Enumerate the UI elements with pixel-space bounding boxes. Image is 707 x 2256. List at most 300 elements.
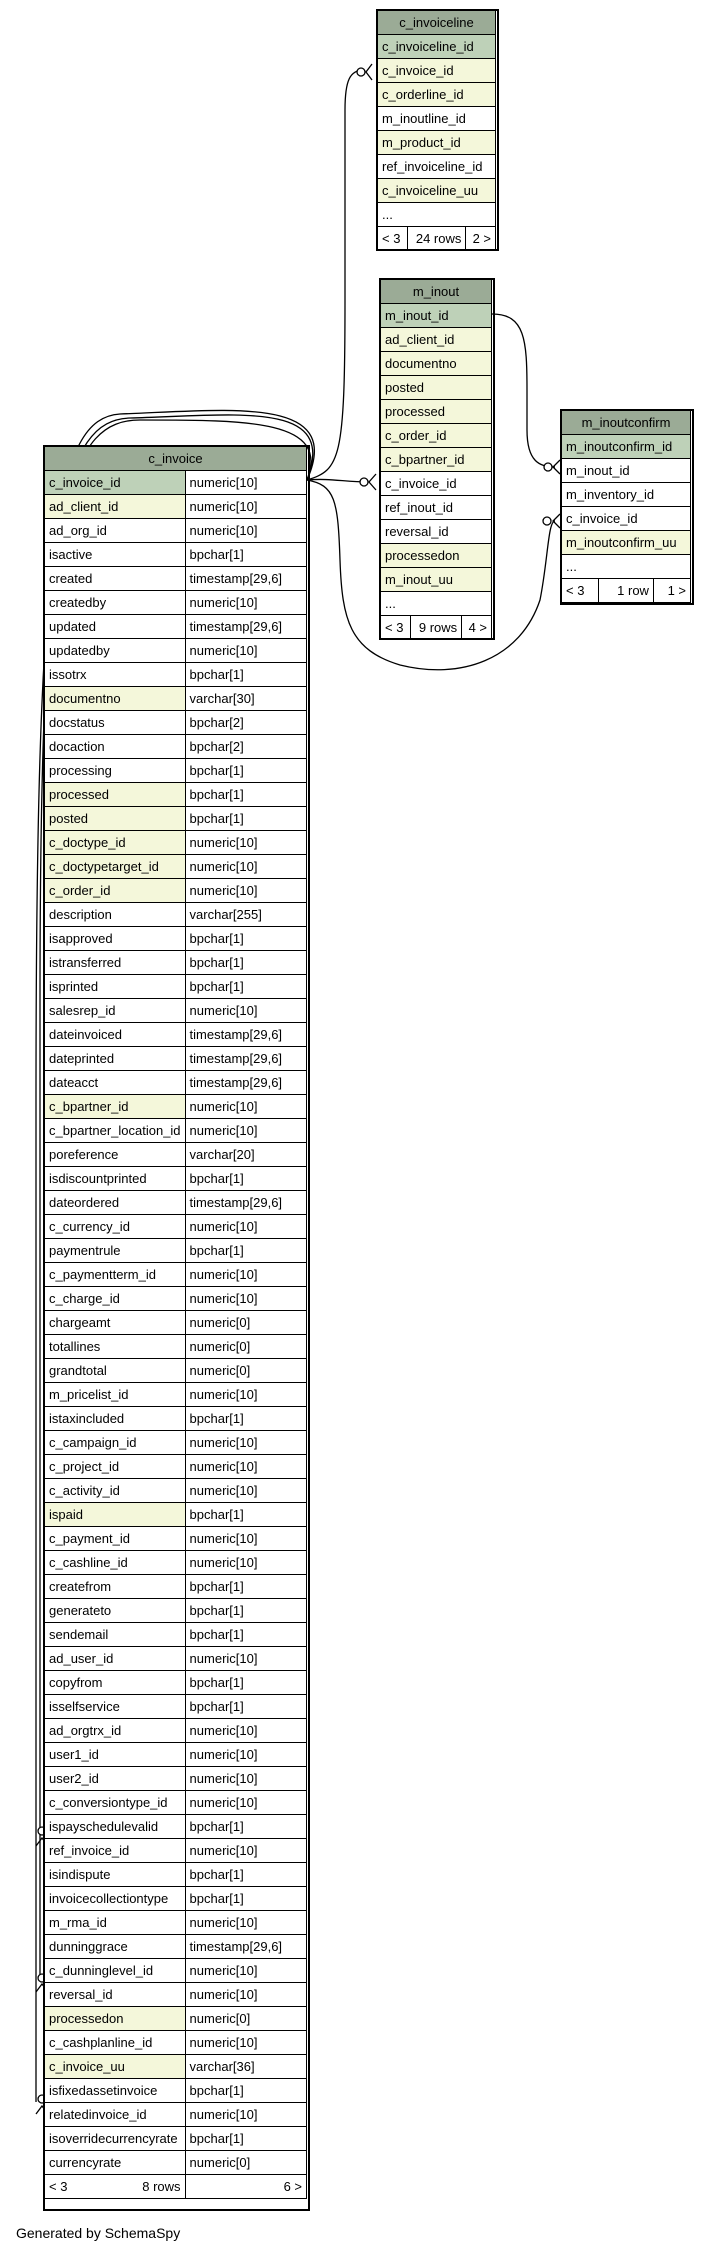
column-name: relatedinvoice_id: [45, 2103, 186, 2127]
edge-inout-invoice: [307, 479, 368, 482]
table-header: [378, 11, 496, 35]
table-title: m_inoutconfirm: [562, 411, 691, 435]
column-row: [381, 304, 492, 328]
column-type: numeric[10]: [185, 495, 306, 519]
column-type: bpchar[1]: [185, 951, 306, 975]
column-type: numeric[10]: [185, 591, 306, 615]
column-row: [45, 783, 307, 807]
footer-rows: 8 rows: [142, 2179, 181, 2194]
column-name: istaxincluded: [45, 1407, 186, 1431]
column-name: processing: [45, 759, 186, 783]
column-type: numeric[0]: [185, 2151, 306, 2175]
column-row: [45, 1311, 307, 1335]
column-row: [45, 1575, 307, 1599]
column-row: [378, 59, 496, 83]
footer-prev: < 3: [381, 616, 411, 640]
column-type: numeric[10]: [185, 1719, 306, 1743]
column-row: [45, 1959, 307, 1983]
column-name: totallines: [45, 1335, 186, 1359]
column-row: [45, 1527, 307, 1551]
column-row: [45, 1767, 307, 1791]
column-type: bpchar[1]: [185, 1815, 306, 1839]
column-row: [45, 1479, 307, 1503]
column-row: [378, 131, 496, 155]
column-row: [45, 2103, 307, 2127]
column-row: [45, 1071, 307, 1095]
column-row: [378, 203, 496, 227]
column-row: [45, 471, 307, 495]
column-type: numeric[10]: [185, 1455, 306, 1479]
column-name: processedon: [381, 544, 492, 568]
column-type: varchar[255]: [185, 903, 306, 927]
column-type: numeric[10]: [185, 1983, 306, 2007]
column-name: currencyrate: [45, 2151, 186, 2175]
column-name: m_pricelist_id: [45, 1383, 186, 1407]
column-row: [45, 1935, 307, 1959]
column-name: createfrom: [45, 1575, 186, 1599]
column-row: [45, 1815, 307, 1839]
column-row: [45, 1983, 307, 2007]
column-row: [45, 1407, 307, 1431]
column-row: [45, 1191, 307, 1215]
column-row: [45, 2079, 307, 2103]
column-row: [45, 735, 307, 759]
column-type: varchar[36]: [185, 2055, 306, 2079]
column-name: ispaid: [45, 1503, 186, 1527]
table-title: c_invoice: [45, 447, 307, 471]
column-row: [45, 615, 307, 639]
column-type: bpchar[1]: [185, 1695, 306, 1719]
column-name: c_dunninglevel_id: [45, 1959, 186, 1983]
column-name: c_payment_id: [45, 1527, 186, 1551]
column-type: timestamp[29,6]: [185, 1191, 306, 1215]
column-type: numeric[10]: [185, 2103, 306, 2127]
column-type: numeric[10]: [185, 639, 306, 663]
column-name: chargeamt: [45, 1311, 186, 1335]
table-c-invoiceline: [377, 10, 496, 251]
column-name: m_rma_id: [45, 1911, 186, 1935]
table-footer: [45, 2175, 307, 2199]
column-name: isindispute: [45, 1863, 186, 1887]
column-row: [45, 759, 307, 783]
column-type: numeric[0]: [185, 2007, 306, 2031]
column-type: numeric[10]: [185, 1791, 306, 1815]
column-type: bpchar[1]: [185, 2127, 306, 2151]
column-name: processed: [45, 783, 186, 807]
column-name: ref_inout_id: [381, 496, 492, 520]
column-row: [45, 1887, 307, 1911]
footer-next: 2 >: [466, 227, 496, 251]
column-name: createdby: [45, 591, 186, 615]
column-name: dateinvoiced: [45, 1023, 186, 1047]
column-type: numeric[10]: [185, 1839, 306, 1863]
column-row: [381, 544, 492, 568]
column-name: ad_client_id: [381, 328, 492, 352]
column-name: docaction: [45, 735, 186, 759]
column-name: ref_invoiceline_id: [378, 155, 496, 179]
column-row: [381, 592, 492, 616]
column-name: description: [45, 903, 186, 927]
column-name: posted: [381, 376, 492, 400]
column-type: numeric[10]: [185, 879, 306, 903]
column-type: numeric[10]: [185, 1551, 306, 1575]
column-type: bpchar[1]: [185, 1863, 306, 1887]
column-name: m_inventory_id: [562, 483, 691, 507]
column-name: m_inout_uu: [381, 568, 492, 592]
column-name: grandtotal: [45, 1359, 186, 1383]
column-type: numeric[10]: [185, 1095, 306, 1119]
column-row: [45, 2055, 307, 2079]
column-row: [45, 1047, 307, 1071]
column-name: user2_id: [45, 1767, 186, 1791]
column-type: timestamp[29,6]: [185, 1047, 306, 1071]
column-name: isselfservice: [45, 1695, 186, 1719]
column-type: bpchar[1]: [185, 1599, 306, 1623]
column-type: varchar[20]: [185, 1143, 306, 1167]
column-name: c_paymentterm_id: [45, 1263, 186, 1287]
column-row: [45, 2007, 307, 2031]
table-header: [45, 447, 307, 471]
column-name: c_invoice_id: [378, 59, 496, 83]
column-type: numeric[10]: [185, 1911, 306, 1935]
column-name: ad_orgtrx_id: [45, 1719, 186, 1743]
zero-marker: [357, 68, 365, 76]
column-row: [381, 568, 492, 592]
column-name: c_bpartner_location_id: [45, 1119, 186, 1143]
column-name: c_bpartner_id: [45, 1095, 186, 1119]
column-name: ...: [378, 203, 496, 227]
column-row: [381, 376, 492, 400]
column-name: c_project_id: [45, 1455, 186, 1479]
column-name: c_cashline_id: [45, 1551, 186, 1575]
column-name: posted: [45, 807, 186, 831]
column-row: [381, 472, 492, 496]
column-name: documentno: [45, 687, 186, 711]
column-row: [45, 1551, 307, 1575]
column-name: c_invoice_uu: [45, 2055, 186, 2079]
column-row: [45, 567, 307, 591]
column-name: ad_client_id: [45, 495, 186, 519]
column-type: numeric[10]: [185, 471, 306, 495]
column-row: [562, 555, 691, 579]
column-row: [45, 687, 307, 711]
column-type: bpchar[1]: [185, 663, 306, 687]
column-type: numeric[10]: [185, 1263, 306, 1287]
column-type: numeric[10]: [185, 1287, 306, 1311]
table-title: m_inout: [381, 280, 492, 304]
column-type: bpchar[1]: [185, 1239, 306, 1263]
table-footer: [562, 579, 691, 603]
column-type: varchar[30]: [185, 687, 306, 711]
footer-prev: [45, 2175, 186, 2199]
column-row: [45, 2151, 307, 2175]
column-row: [45, 903, 307, 927]
column-name: generateto: [45, 1599, 186, 1623]
column-type: timestamp[29,6]: [185, 615, 306, 639]
column-row: [378, 179, 496, 203]
footer-prev: < 3: [562, 579, 599, 603]
column-name: m_inoutconfirm_uu: [562, 531, 691, 555]
column-type: bpchar[1]: [185, 927, 306, 951]
column-name: isapproved: [45, 927, 186, 951]
column-row: [45, 1503, 307, 1527]
table-title: c_invoiceline: [378, 11, 496, 35]
column-row: [45, 1599, 307, 1623]
column-name: ref_invoice_id: [45, 1839, 186, 1863]
zero-marker: [360, 478, 368, 486]
column-row: [45, 1791, 307, 1815]
column-type: bpchar[1]: [185, 2079, 306, 2103]
column-name: issotrx: [45, 663, 186, 687]
column-type: bpchar[1]: [185, 1167, 306, 1191]
column-row: [378, 83, 496, 107]
column-row: [45, 1119, 307, 1143]
column-type: timestamp[29,6]: [185, 567, 306, 591]
column-name: c_order_id: [381, 424, 492, 448]
footer-prev-text: < 3: [49, 2179, 68, 2194]
column-row: [45, 1023, 307, 1047]
column-name: c_cashplanline_id: [45, 2031, 186, 2055]
column-row: [45, 519, 307, 543]
column-row: [381, 352, 492, 376]
column-type: timestamp[29,6]: [185, 1935, 306, 1959]
column-name: c_doctypetarget_id: [45, 855, 186, 879]
column-name: updated: [45, 615, 186, 639]
column-row: [45, 2127, 307, 2151]
column-name: c_order_id: [45, 879, 186, 903]
column-name: isprinted: [45, 975, 186, 999]
column-type: bpchar[1]: [185, 543, 306, 567]
column-row: [45, 639, 307, 663]
column-name: user1_id: [45, 1743, 186, 1767]
column-row: [381, 448, 492, 472]
column-name: dateacct: [45, 1071, 186, 1095]
column-row: [45, 1431, 307, 1455]
column-row: [381, 496, 492, 520]
column-type: numeric[0]: [185, 1359, 306, 1383]
edge-inoutconfirm-inout: [492, 314, 555, 467]
table-footer: [378, 227, 496, 251]
column-name: m_inout_id: [562, 459, 691, 483]
column-name: c_orderline_id: [378, 83, 496, 107]
column-type: bpchar[1]: [185, 783, 306, 807]
column-row: [45, 1911, 307, 1935]
column-name: sendemail: [45, 1623, 186, 1647]
column-type: numeric[10]: [185, 1767, 306, 1791]
column-name: dateprinted: [45, 1047, 186, 1071]
column-name: c_bpartner_id: [381, 448, 492, 472]
column-type: numeric[10]: [185, 519, 306, 543]
column-row: [45, 1863, 307, 1887]
column-row: [45, 1743, 307, 1767]
column-type: numeric[10]: [185, 855, 306, 879]
column-row: [562, 507, 691, 531]
column-name: docstatus: [45, 711, 186, 735]
column-row: [45, 1383, 307, 1407]
column-type: numeric[10]: [185, 1431, 306, 1455]
table-c-invoice: [44, 446, 307, 2199]
column-row: [381, 400, 492, 424]
column-name: c_doctype_id: [45, 831, 186, 855]
column-row: [45, 495, 307, 519]
column-row: [45, 975, 307, 999]
caption: Generated by SchemaSpy: [16, 2225, 181, 2241]
column-type: numeric[10]: [185, 831, 306, 855]
column-row: [45, 1263, 307, 1287]
footer-rows: 24 rows: [407, 227, 466, 251]
column-name: processed: [381, 400, 492, 424]
column-row: [45, 1335, 307, 1359]
column-name: c_currency_id: [45, 1215, 186, 1239]
column-row: [45, 951, 307, 975]
column-type: timestamp[29,6]: [185, 1023, 306, 1047]
column-name: isdiscountprinted: [45, 1167, 186, 1191]
column-type: bpchar[1]: [185, 1887, 306, 1911]
column-row: [45, 1647, 307, 1671]
column-name: isoverridecurrencyrate: [45, 2127, 186, 2151]
column-row: [562, 435, 691, 459]
column-row: [45, 1167, 307, 1191]
column-name: isactive: [45, 543, 186, 567]
column-name: c_invoiceline_uu: [378, 179, 496, 203]
table-m-inoutconfirm: [561, 410, 691, 603]
column-row: [45, 1095, 307, 1119]
column-type: numeric[10]: [185, 1743, 306, 1767]
column-name: reversal_id: [381, 520, 492, 544]
column-row: [378, 35, 496, 59]
column-name: m_inoutconfirm_id: [562, 435, 691, 459]
column-row: [45, 711, 307, 735]
column-row: [562, 459, 691, 483]
column-type: numeric[0]: [185, 1311, 306, 1335]
column-row: [45, 543, 307, 567]
column-name: reversal_id: [45, 1983, 186, 2007]
column-name: m_inoutline_id: [378, 107, 496, 131]
column-type: numeric[0]: [185, 1335, 306, 1359]
zero-marker: [544, 463, 552, 471]
column-row: [381, 520, 492, 544]
column-name: ad_user_id: [45, 1647, 186, 1671]
column-name: processedon: [45, 2007, 186, 2031]
column-row: [45, 927, 307, 951]
footer-rows: 1 row: [598, 579, 653, 603]
column-type: bpchar[2]: [185, 735, 306, 759]
column-name: paymentrule: [45, 1239, 186, 1263]
column-name: dateordered: [45, 1191, 186, 1215]
column-row: [45, 1719, 307, 1743]
column-name: ...: [381, 592, 492, 616]
column-type: numeric[10]: [185, 1527, 306, 1551]
column-type: bpchar[1]: [185, 759, 306, 783]
column-row: [45, 1671, 307, 1695]
table-m-inout: [380, 279, 492, 640]
column-row: [45, 831, 307, 855]
column-row: [562, 483, 691, 507]
column-type: bpchar[1]: [185, 975, 306, 999]
zero-marker: [543, 517, 551, 525]
column-row: [45, 855, 307, 879]
table-header: [381, 280, 492, 304]
column-name: poreference: [45, 1143, 186, 1167]
column-row: [45, 1455, 307, 1479]
column-row: [45, 879, 307, 903]
column-name: c_charge_id: [45, 1287, 186, 1311]
column-row: [45, 1143, 307, 1167]
column-row: [45, 1287, 307, 1311]
column-row: [562, 531, 691, 555]
column-type: numeric[10]: [185, 2031, 306, 2055]
column-row: [378, 107, 496, 131]
footer-next: 6 >: [185, 2175, 306, 2199]
column-name: documentno: [381, 352, 492, 376]
column-row: [45, 2031, 307, 2055]
column-type: timestamp[29,6]: [185, 1071, 306, 1095]
column-name: m_product_id: [378, 131, 496, 155]
column-row: [45, 663, 307, 687]
column-name: isfixedassetinvoice: [45, 2079, 186, 2103]
column-row: [45, 1215, 307, 1239]
crowfoot-marker: [369, 474, 376, 490]
column-type: bpchar[1]: [185, 807, 306, 831]
table-header: [562, 411, 691, 435]
column-type: numeric[10]: [185, 1647, 306, 1671]
column-name: istransferred: [45, 951, 186, 975]
column-row: [45, 807, 307, 831]
column-name: created: [45, 567, 186, 591]
column-name: c_conversiontype_id: [45, 1791, 186, 1815]
column-name: c_invoiceline_id: [378, 35, 496, 59]
column-type: bpchar[1]: [185, 1575, 306, 1599]
column-type: bpchar[2]: [185, 711, 306, 735]
crowfoot-marker: [366, 64, 372, 80]
column-row: [45, 999, 307, 1023]
column-name: ...: [562, 555, 691, 579]
column-name: c_invoice_id: [45, 471, 186, 495]
column-row: [45, 1839, 307, 1863]
column-name: salesrep_id: [45, 999, 186, 1023]
column-name: c_invoice_id: [562, 507, 691, 531]
column-type: numeric[10]: [185, 1479, 306, 1503]
column-name: updatedby: [45, 639, 186, 663]
column-name: c_activity_id: [45, 1479, 186, 1503]
column-name: c_campaign_id: [45, 1431, 186, 1455]
footer-next: 1 >: [653, 579, 690, 603]
footer-rows: 9 rows: [410, 616, 461, 640]
table-footer: [381, 616, 492, 640]
footer-prev: < 3: [378, 227, 408, 251]
column-name: m_inout_id: [381, 304, 492, 328]
column-row: [45, 1239, 307, 1263]
column-type: bpchar[1]: [185, 1503, 306, 1527]
column-row: [45, 591, 307, 615]
column-type: bpchar[1]: [185, 1407, 306, 1431]
column-row: [381, 328, 492, 352]
column-name: c_invoice_id: [381, 472, 492, 496]
column-row: [45, 1695, 307, 1719]
column-name: dunninggrace: [45, 1935, 186, 1959]
column-row: [378, 155, 496, 179]
column-type: numeric[10]: [185, 1959, 306, 1983]
column-name: copyfrom: [45, 1671, 186, 1695]
edge-invoiceline-invoice: [307, 70, 364, 480]
column-name: invoicecollectiontype: [45, 1887, 186, 1911]
footer-next: 4 >: [462, 616, 492, 640]
column-name: ispayschedulevalid: [45, 1815, 186, 1839]
column-row: [381, 424, 492, 448]
column-type: numeric[10]: [185, 1383, 306, 1407]
column-row: [45, 1623, 307, 1647]
column-name: ad_org_id: [45, 519, 186, 543]
